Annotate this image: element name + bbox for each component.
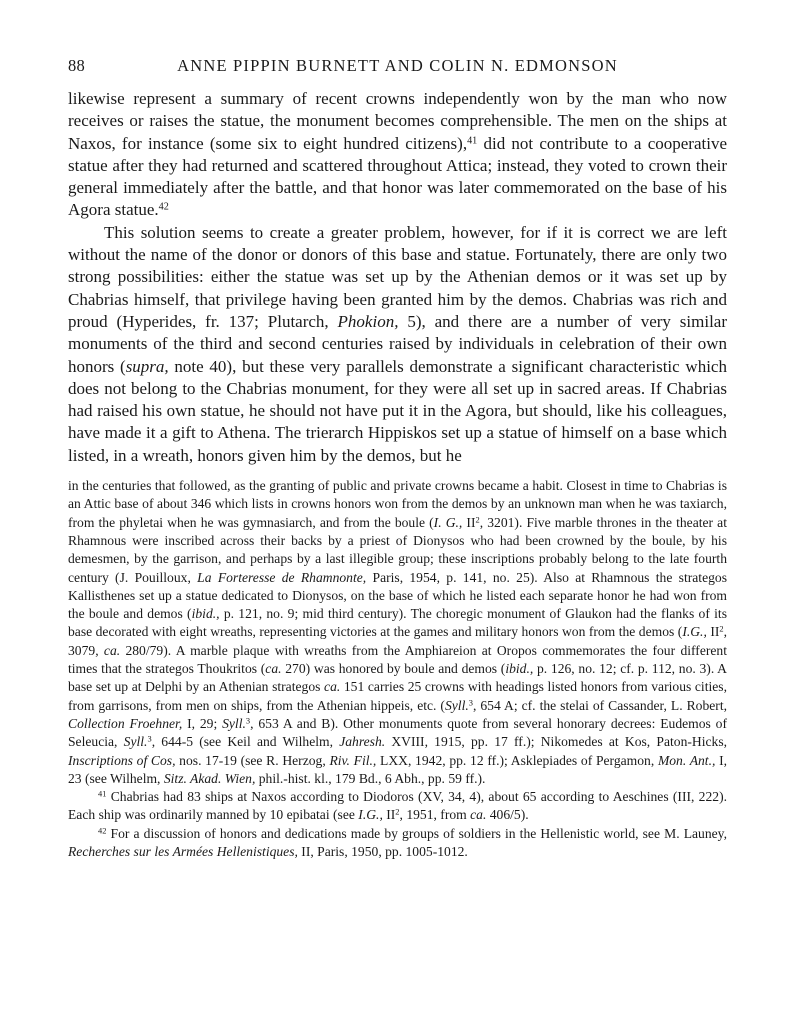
paragraph-continued: [68, 88, 727, 222]
text-run: did not contribute to a cooperative statue after they had returned and scattered throughout Attica; instead, they voted to crown their general immediately after the battle, and that honor was later commemorated on the base of his Agora statue.: [68, 133, 727, 220]
text-run: This solution seems to create a greater problem, however, for if it is correct we are left without the name of the donor or donors of this base and statue. Fortunately, there are only two strong possibilities: either the statue was set up by the Athenian demos or it was set up by Chabrias himself, that privilege having been granted him by the demos. Chabrias was rich and proud (Hyperides, fr. 137; Plutarch,: [68, 222, 727, 331]
page-number: 88: [68, 56, 86, 75]
text-run: note 40), but these very parallels demonstrate a significant characteristic which does not belong to the Chabrias monument, for they were all set up in sacred areas. If Chabrias had raised his own statue, he should not have put it in the Agora, but should, like his colleagues, have made it a gift to Athena. The trierarch Hippiskos set up a statue of himself on a base which listed, in a wreath, honors given him by the demos, but he: [68, 356, 727, 465]
footnote-41: $^{41}$ Chabrias had 83 ships at Naxos according to Diodoros (XV, 34, 4), about 65 according to Aeschines (III, 222). Each ship was ordinarily manned by 10 epibatai (see I.G., II$^2$, 1951, from ca. 406/5).: [68, 788, 727, 823]
italic-term: supra,: [125, 356, 169, 376]
footnote-ref-41: 41: [467, 134, 478, 146]
footnotes: [68, 477, 727, 861]
footnote-ref-42: 42: [158, 201, 169, 213]
text-run: 5), and there are a number of very similar monuments of the third and second centuries raised by individuals in celebration of their own honors (: [68, 311, 727, 376]
main-text: [68, 88, 727, 467]
italic-title: Phokion,: [337, 311, 399, 331]
footnote-number: 41: [98, 788, 107, 799]
page-header: [68, 56, 727, 76]
footnote-continuation: in the centuries that followed, as the granting of public and private crowns became a habit. Closest in time to Chabrias is an Attic base of about 346 which lists in crowns honors won from the demos by an unknown man when he was taxiarch, from the phyletai when he was gymnasiarch, and from the boule (I. G., II$^2$, 3201). Five marble thrones in the theater at Rhamnous were inscribed across their backs by a priest of Dionysos who had been crowned by the boule, by his demesmen, by the garrison, and perhaps by a last illegible group; these inscriptions probably belong to the late fourth century (J. Pouilloux, La Forteresse de Rhamnonte, Paris, 1954, p. 141, no. 25). Also at Rhamnous the strategos Kallisthenes set up a statue dedicated to Dionysos, on the base of which he listed each separate honor he had won from the boule and demos (ibid., p. 121, no. 9; mid third century). The choregic monument of Glaukon had the flanks of its base decorated with eight wreaths, representing victories at the games and military honors won from the demos (I.G., II$^2$, 3079, ca. 280/79). A marble plaque with wreaths from the Amphiareion at Oropos commemorates the four different times that the strategos Thoukritos (ca. 270) was honored by boule and demos (ibid., p. 126, no. 12; cf. p. 112, no. 3). A base set up at Delphi by an Athenian strategos ca. 151 carries 25 crowns with headings listed honors from various cities, from garrisons, from men on ships, from the Athenian hippeis, etc. (Syll.$^3$, 654 A; cf. the stelai of Cassander, L. Robert, Collection Froehner, I, 29; Syll.$^3$, 653 A and B). Other monuments quote from several honorary decrees: Eudemos of Seleucia, Syll.$^3$, 644-5 (see Keil and Wilhelm, Jahresh. XVIII, 1915, pp. 17 ff.); Nikomedes at Kos, Paton-Hicks, Inscriptions of Cos, nos. 17-19 (see R. Herzog, Riv. Fil., LXX, 1942, pp. 12 ff.); Asklepiades of Pergamon, Mon. Ant., I, 23 (see Wilhelm, Sitz. Akad. Wien, phil.-hist. kl., 179 Bd., 6 Abh., pp. 59 ff.).: [68, 478, 728, 786]
footnote-number: 42: [98, 825, 107, 836]
page: [68, 56, 727, 861]
running-title: ANNE PIPPIN BURNETT AND COLIN N. EDMONSON: [177, 56, 618, 75]
text-run: likewise represent a summary of recent crowns independently won by the man who now receives or raises the statue, the monument becomes comprehensible. The men on the ships at Naxos, for instance (some six to eight hundred citizens),: [68, 89, 727, 153]
paragraph: [68, 222, 727, 467]
footnote-42: $^{42}$ For a discussion of honors and dedications made by groups of soldiers in the Hellenistic world, see M. Launey, Recherches sur les Armées Hellenistiques, II, Paris, 1950, pp. 1005-1012.: [68, 825, 727, 859]
